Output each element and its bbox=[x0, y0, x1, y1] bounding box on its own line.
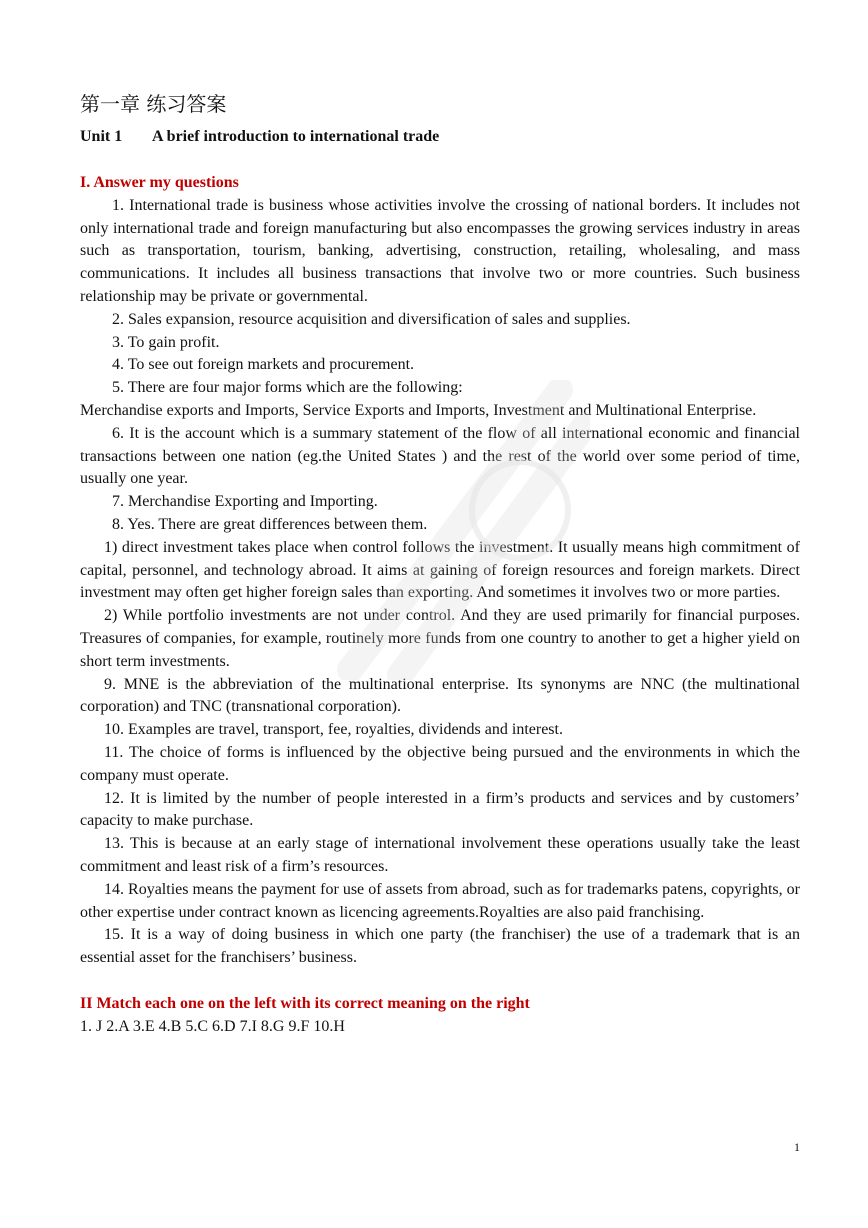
answer-5: 5. There are four major forms which are the following: bbox=[112, 379, 463, 397]
answer-3: 3. To gain profit. bbox=[112, 333, 220, 351]
chapter-title: 第一章 练习答案 bbox=[80, 92, 227, 116]
answer-14: 14. Royalties means the payment for use of assets from abroad, such as for trademarks patens, copyrights, or other expertise under contract known as licencing agreements.Royalties are also paid franchising. bbox=[80, 880, 800, 921]
answer-4: 4. To see out foreign markets and procurement. bbox=[112, 356, 415, 374]
answer-1: 1. International trade is business whose activities involve the crossing of national borders. It includes not only international trade and foreign manufacturing but also encompasses the growing services industry in areas such as transportation, tourism, banking, advertising, construction, retailing, wholesaling, and mass communications. It includes all business transactions that involve two or more countries. Such business relationship may be private or governmental. bbox=[80, 196, 800, 305]
section-spacer bbox=[80, 970, 800, 993]
match-answers: 1. J 2.A 3.E 4.B 5.C 6.D 7.I 8.G 9.F 10.H bbox=[80, 1017, 345, 1035]
unit-heading bbox=[80, 128, 439, 146]
unit-title: A brief introduction to international trade bbox=[152, 128, 440, 145]
unit-number: Unit 1 bbox=[80, 128, 123, 145]
answer-9: 9. MNE is the abbreviation of the multinational enterprise. Its synonyms are NNC (the multinational corporation) and TNC (transnational corporation). bbox=[80, 675, 800, 716]
section-heading-match: II Match each one on the left with its correct meaning on the right bbox=[80, 994, 530, 1012]
answer-11: 11. The choice of forms is influenced by the objective being pursued and the environments in which the company must operate. bbox=[80, 743, 800, 784]
page-number: 1 bbox=[794, 1140, 800, 1154]
answer-content bbox=[80, 172, 800, 1038]
answer-2: 2. Sales expansion, resource acquisition and diversification of sales and supplies. bbox=[112, 310, 631, 328]
answer-12: 12. It is limited by the number of people interested in a firm’s products and services and by customers’ capacity to make purchase. bbox=[80, 789, 800, 830]
answer-13: 13. This is because at an early stage of international involvement these operations usually take the least commitment and least risk of a firm’s resources. bbox=[80, 835, 800, 875]
section-heading-answers: I. Answer my questions bbox=[80, 174, 239, 191]
answer-8-point-2: 2) While portfolio investments are not under control. And they are used primarily for financial purposes. Treasures of companies, for example, routinely more funds from one country to another to get a higher yield on short term investments. bbox=[80, 607, 800, 670]
answer-10: 10. Examples are travel, transport, fee, royalties, dividends and interest. bbox=[104, 721, 563, 739]
answer-8: 8. Yes. There are great differences between them. bbox=[112, 515, 428, 533]
answer-7: 7. Merchandise Exporting and Importing. bbox=[112, 493, 378, 511]
answer-15: 15. It is a way of doing business in which one party (the franchiser) the use of a trademark that is an essential asset for the franchisers’ business. bbox=[80, 926, 800, 967]
answer-5-list: Merchandise exports and Imports, Service Exports and Imports, Investment and Multinational Enterprise. bbox=[80, 401, 757, 419]
answer-6: 6. It is the account which is a summary statement of the flow of all international economic and financial transactions between one nation (eg.the United States ) and the rest of the world over some period of time, usually one year. bbox=[80, 424, 800, 488]
answer-8-point-1: 1) direct investment takes place when control follows the investment. It usually means high commitment of capital, personnel, and technology abroad. It aims at gaining of foreign resources and foreign markets. Direct investment may often get higher foreign sales than exporting. And sometimes it involves two or more parties. bbox=[80, 538, 800, 602]
